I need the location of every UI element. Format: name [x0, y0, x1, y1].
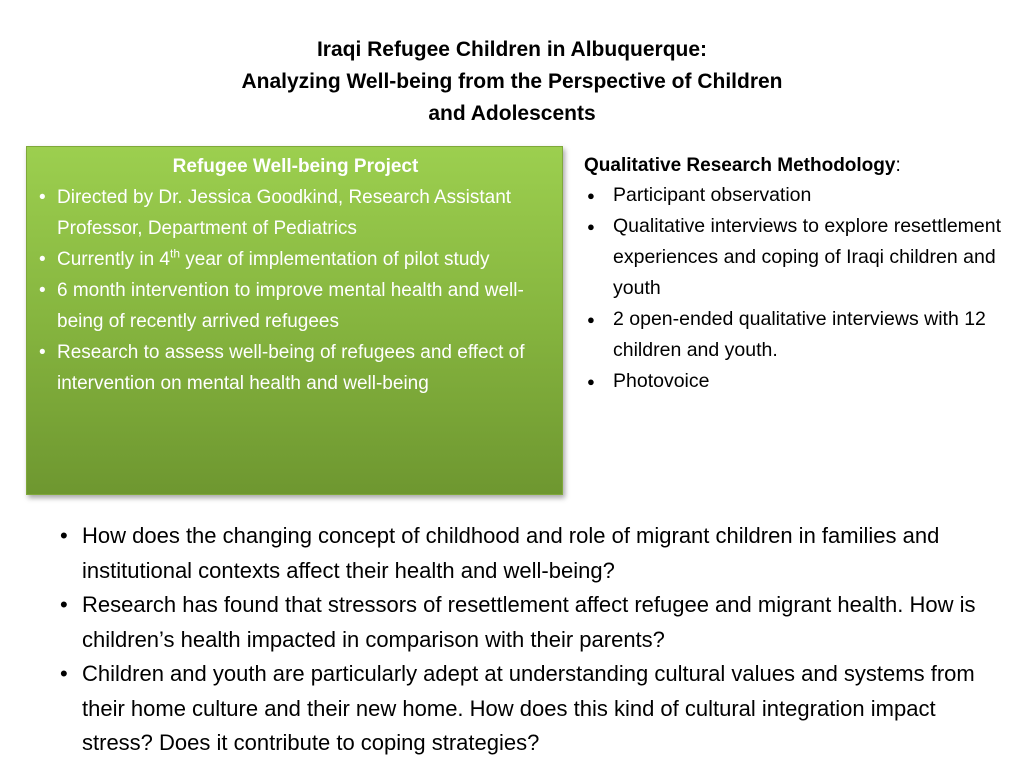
research-questions	[58, 519, 1004, 761]
project-bullet-intervention: • 6 month intervention to improve mental health and well-being of recently arrived refugees	[39, 275, 552, 337]
question-item: • Children and youth are particularly adept at understanding cultural values and systems from their home culture and their new home. How does this kind of cultural integration impact stress? Does it contribute to coping strategies?	[58, 657, 1004, 761]
project-bullet-year	[39, 244, 552, 275]
year-text-pre: Currently in 4	[57, 249, 170, 270]
question-item: • Research has found that stressors of resettlement affect refugee and migrant health. How is children’s health impacted in comparison with their parents?	[58, 588, 1004, 657]
project-bullet-director: • Directed by Dr. Jessica Goodkind, Research Assistant Professor, Department of Pediatrics	[39, 182, 552, 244]
title-line-3: and Adolescents	[428, 102, 596, 125]
methodology-item: ● Participant observation	[584, 180, 1004, 211]
project-heading: Refugee Well-being Project	[172, 156, 419, 177]
question-list	[58, 519, 1004, 761]
methodology-item: ● Qualitative interviews to explore resettlement experiences and coping of Iraqi children and youth	[584, 211, 1004, 304]
title-line-1: Iraqi Refugee Children in Albuquerque:	[316, 38, 708, 61]
methodology-list	[584, 180, 1004, 397]
year-superscript: th	[170, 246, 181, 261]
methodology-heading-text: Qualitative Research Methodology	[584, 155, 896, 176]
methodology-heading-colon: :	[895, 155, 901, 176]
year-text-post: year of implementation of pilot study	[180, 249, 490, 270]
methodology-item: ● 2 open-ended qualitative interviews with 12 children and youth.	[584, 304, 1004, 366]
methodology-section	[584, 152, 1004, 397]
project-bullet-list	[39, 182, 552, 399]
methodology-item: ● Photovoice	[584, 366, 1004, 397]
project-box	[26, 146, 563, 495]
slide-title	[100, 34, 924, 130]
methodology-heading	[584, 152, 1004, 180]
title-line-2: Analyzing Well-being from the Perspective of Children	[241, 70, 783, 93]
question-item: • How does the changing concept of childhood and role of migrant children in families and institutional contexts affect their health and well-being?	[58, 519, 1004, 588]
project-bullet-research: • Research to assess well-being of refugees and effect of intervention on mental health and well-being	[39, 337, 552, 399]
